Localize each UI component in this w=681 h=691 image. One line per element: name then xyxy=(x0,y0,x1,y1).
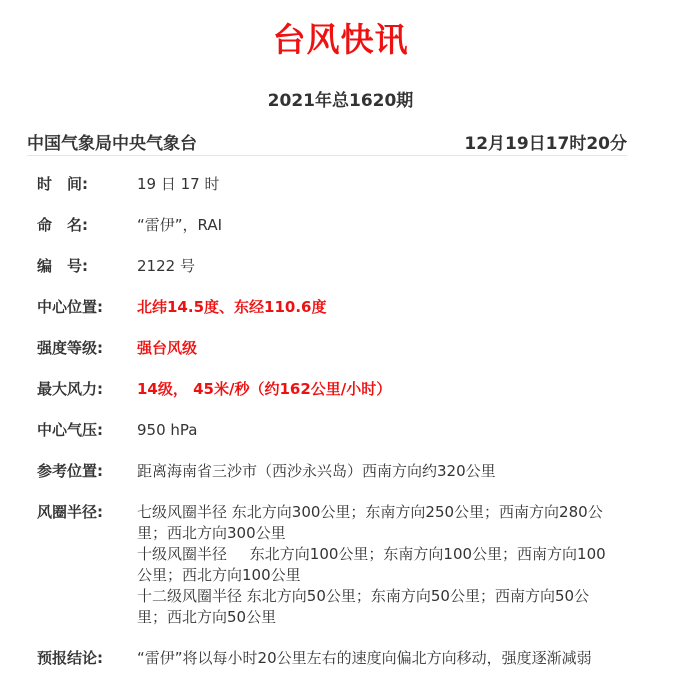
wind-radius-label: 风圈半径: xyxy=(37,503,103,521)
publish-time: 12月19日17时20分 xyxy=(464,134,627,154)
wind-radius-name: 十级风圈半径 xyxy=(137,545,228,563)
number-value: 2122 号 xyxy=(137,257,195,275)
max-wind-value: 14级， 45米/秒（约162公里/小时） xyxy=(137,380,392,398)
center-pressure-value: 950 hPa xyxy=(137,421,198,439)
intensity-level-value: 强台风级 xyxy=(137,339,198,357)
wind-radius-text: 东北方向50公里；东南方向50公里；西南方向50公里；西北方向50公里 xyxy=(137,587,590,626)
max-wind-label: 最大风力: xyxy=(37,380,103,398)
wind-radius-value xyxy=(137,502,612,628)
forecast-value: “雷伊”将以每小时20公里左右的速度向偏北方向移动，强度逐渐减弱 xyxy=(137,649,592,667)
wind-radius-name: 十二级风圈半径 xyxy=(137,587,243,605)
wind-radius-line-7 xyxy=(137,502,612,544)
intensity-level-label: 强度等级: xyxy=(37,339,103,357)
time-value: 19 日 17 时 xyxy=(137,175,220,193)
wind-radius-text: 东北方向100公里；东南方向100公里；西南方向100公里；西北方向100公里 xyxy=(137,545,606,584)
center-position-label: 中心位置: xyxy=(37,298,103,316)
agency-name: 中国气象局中央气象台 xyxy=(27,134,197,154)
name-label: 命 名: xyxy=(37,216,88,234)
wind-radius-text: 东北方向300公里；东南方向250公里；西南方向280公里；西北方向300公里 xyxy=(137,503,603,542)
page-title: 台风快讯 xyxy=(272,20,409,59)
wind-radius-line-12 xyxy=(137,586,612,628)
wind-radius-name: 七级风圈半径 xyxy=(137,503,228,521)
time-label: 时 间: xyxy=(37,175,88,193)
wind-radius-line-10 xyxy=(137,544,612,586)
bulletin-header xyxy=(27,129,627,156)
forecast-label: 预报结论: xyxy=(37,649,103,667)
number-label: 编 号: xyxy=(37,257,88,275)
reference-position-label: 参考位置: xyxy=(37,462,103,480)
issue-number: 2021年总1620期 xyxy=(267,91,414,111)
center-position-value: 北纬14.5度、东经110.6度 xyxy=(137,298,327,316)
center-pressure-label: 中心气压: xyxy=(37,421,103,439)
reference-position-value: 距离海南省三沙市（西沙永兴岛）西南方向约320公里 xyxy=(137,462,496,480)
name-value: “雷伊”，RAI xyxy=(137,216,223,234)
